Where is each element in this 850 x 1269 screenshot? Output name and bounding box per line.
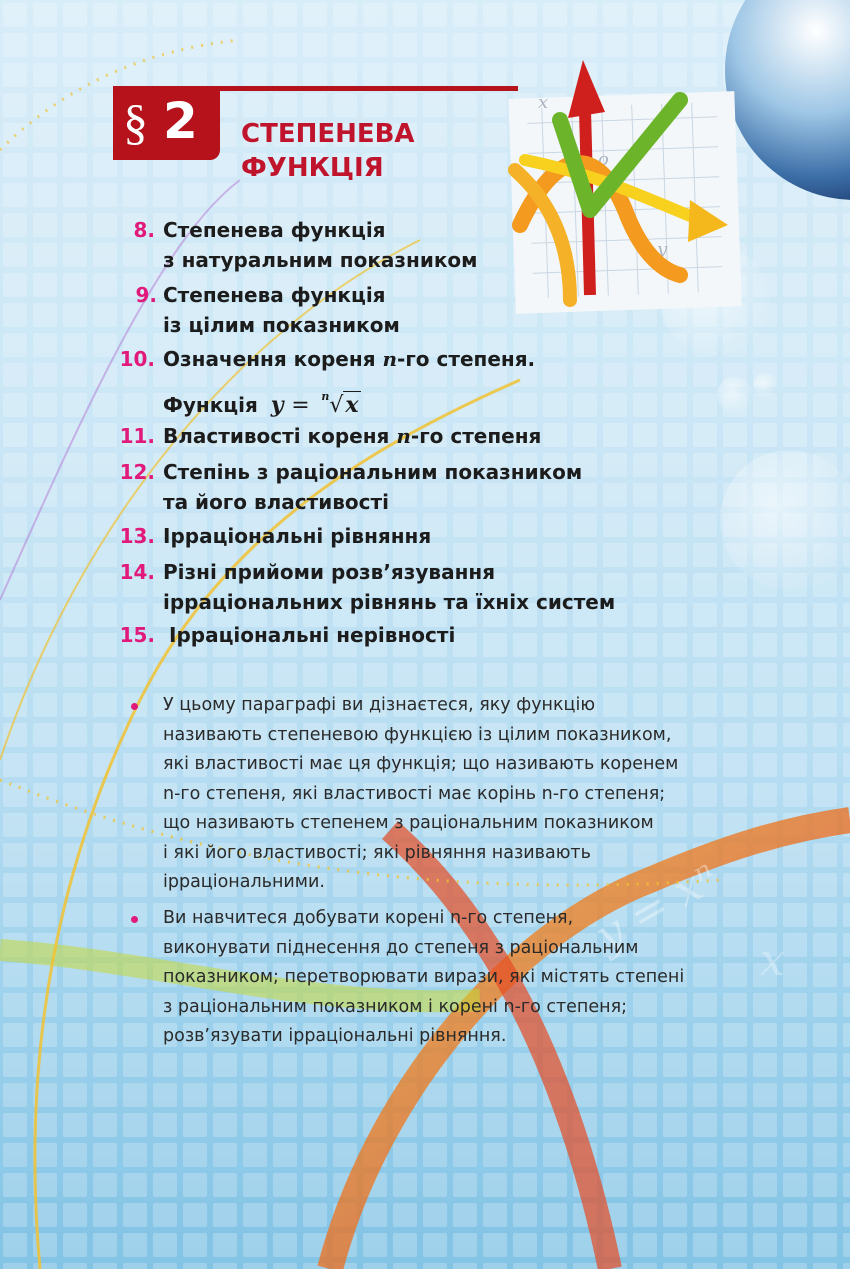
toc-number: 13.	[119, 524, 155, 548]
toc-number: 12.	[119, 460, 155, 484]
section-symbol: §	[123, 94, 148, 150]
svg-text:o: o	[598, 149, 609, 170]
toc-item[interactable]: Різні прийоми розв’язування ірраціональних рівнянь та їхніх систем	[163, 560, 616, 614]
chapter-title-line: ФУНКЦІЯ	[241, 153, 384, 183]
toc-number: 8.	[133, 218, 155, 242]
toc-item[interactable]: Ірраціональні рівняння	[163, 524, 432, 548]
svg-text:y = xⁿ: y = xⁿ	[586, 851, 727, 962]
bullet-paragraph: Ви навчитеся добувати корені n-го степеня, виконувати піднесення до степеня з раціональним показником; перетворювати вирази, які містять степені з раціональним показником і корені n-го степеня; розв’язувати ірраціональні рівняння.	[163, 908, 685, 1046]
toc-item[interactable]: Властивості кореня n-го степеня	[163, 424, 542, 448]
section-rule	[218, 86, 518, 91]
decorative-bubble	[717, 377, 753, 413]
toc-number: 11.	[119, 424, 155, 448]
toc-number: 9.	[135, 283, 157, 307]
formula-label: Функція	[163, 393, 258, 417]
toc-number: 15.	[119, 623, 155, 647]
svg-text:x: x	[760, 935, 785, 986]
chapter-title-line: СТЕПЕНЕВА	[241, 119, 415, 149]
chapter-title	[241, 117, 501, 185]
svg-text:y: y	[657, 239, 668, 260]
toc-item[interactable]: Ірраціональні нерівності	[169, 623, 456, 647]
graph-illustration	[508, 60, 741, 314]
toc-formula-line	[163, 382, 361, 421]
section-number: 2	[163, 92, 198, 150]
toc-number: 14.	[119, 560, 155, 584]
toc-item[interactable]: Означення кореня n-го степеня.	[163, 347, 536, 371]
section-badge	[113, 86, 220, 160]
svg-text:x: x	[538, 92, 549, 113]
decorative-bubble	[753, 373, 777, 397]
toc-number: 10.	[119, 347, 155, 371]
bullet-icon	[131, 916, 138, 923]
toc-item[interactable]: Степенева функція із цілим показником	[163, 283, 400, 337]
bullet-paragraph: У цьому параграфі ви дізнаєтеся, яку функцію називають степеневою функцією із цілим показником, які властивості має ця функція; що називають коренем n-го степеня, які властивості має корінь n-го степеня; що називають степенем з раціональним показником і які його властивості; які рівняння називають ірраціональними.	[163, 695, 679, 892]
root-formula: y = $^n$√x	[270, 390, 359, 418]
toc-item[interactable]: Степенева функція з натуральним показником	[163, 218, 478, 272]
toc-item[interactable]: Степінь з раціональним показником та його властивості	[163, 460, 583, 514]
bullet-icon	[131, 703, 138, 710]
